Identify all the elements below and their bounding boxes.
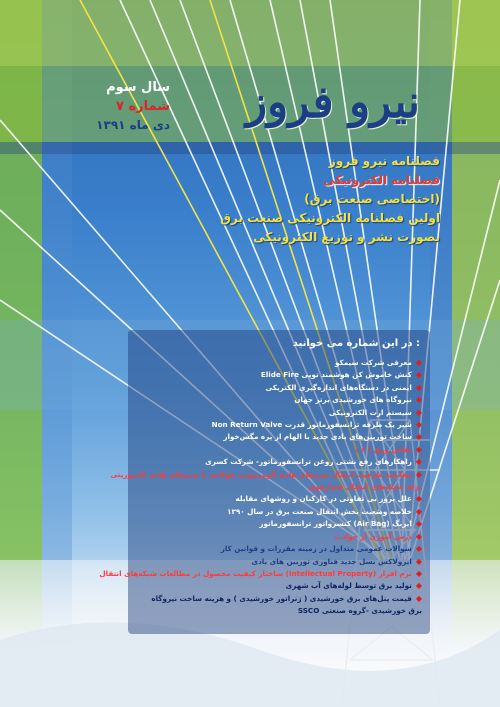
list-item: ◆خلاصه وضعیت بخش انتقال صنعت برق در سال ۱۳۹۰ [227, 506, 422, 516]
bullet-icon: ◆ [415, 407, 422, 417]
bullet-icon: ◆ [415, 593, 422, 603]
list-item: ◆ایرولاکس نسل جدید فناوری توربین های بادی [251, 556, 422, 566]
list-item: ◆مقایسه ظرفیت انتقال سیم‌های هادی آلومینیومی فولادی با سیم‌های هادی کامپوزیتی [110, 469, 422, 479]
bullet-icon: ◆ [415, 457, 422, 467]
issue-number: شماره ۷ [115, 99, 170, 114]
list-item: برق خورشیدی -گروه صنعتی SSCO [297, 606, 422, 616]
list-item: ◆علل بروز بی تفاوتی در کارکنان و روشهای مقابله [235, 494, 422, 504]
subtitle-line: اولین فصلنامه الکترونیکی صنعت برق [220, 211, 440, 225]
bullet-icon: ◆ [415, 519, 422, 529]
list-item: ◆ایمنی در دستگاه‌های اندازه‌گیری الکتریکی [265, 382, 422, 392]
list-item: ◆نقاش ورق ( ۶ ) [355, 444, 422, 454]
bullet-icon: ◆ [415, 506, 422, 516]
bullet-icon: ◆ [415, 469, 422, 479]
magazine-title: نیرو فروز [245, 77, 420, 128]
subtitle-line: (اختصاصی صنعت برق) [304, 192, 440, 206]
bullet-icon: ◆ [415, 382, 422, 392]
subtitle-block [150, 152, 440, 247]
list-item: ◆سیستم ارت الکترونیکی [328, 407, 422, 417]
list-item: ◆نرم افزار (Intellectual Property) ساختار کیفیت محصول در مطالعات شبکه‌های انتقال [99, 568, 422, 578]
bullet-icon: ◆ [415, 531, 422, 541]
table-of-contents [99, 330, 430, 634]
toc-list [99, 357, 422, 618]
issue-info [88, 78, 170, 135]
list-item: ◆قیمت پنل‌های برق خورشیدی ( ژنراتور خورشیدی ) و هزینه ساخت نیروگاه [151, 593, 422, 603]
year-label: سال سوم [106, 80, 170, 95]
list-item: ◆نیروگاه های خورشیدی برتر جهان [294, 395, 422, 405]
subtitle-line: بصورت نشر و توزیع الکترونیکی [253, 230, 440, 244]
list-item: ◆درس آموزی از حوادث [334, 531, 422, 541]
bullet-icon: ◆ [415, 556, 422, 566]
list-item: ◆تولید برق توسط لوله‌های آب شهری [285, 581, 422, 591]
list-item: ◆کنش خاموش کن هوشمند توپی Elide Fire [260, 370, 422, 380]
bullet-icon: ◆ [415, 444, 422, 454]
list-item: ◆ایربگ (Air Bag) کنسرواتور ترانسفورماتور [259, 519, 422, 529]
bullet-icon: ◆ [415, 395, 422, 405]
list-item: ◆راهکارهای رفع نشتی روغن ترانسفورماتور- شرکت کسری [205, 457, 422, 467]
list-item: ◆شیر یک طرفه ترانسفورماتور قدرت Non Return Valve [211, 420, 422, 430]
bullet-icon: ◆ [415, 568, 422, 578]
bullet-icon: ◆ [415, 494, 422, 504]
toc-heading: در این شماره می خوانید : [292, 338, 420, 349]
bullet-icon: ◆ [415, 544, 422, 554]
list-item: ◆معرفی شرکت سیمکو [335, 358, 422, 367]
bullet-icon: ◆ [415, 581, 422, 591]
bullet-icon: ◆ [415, 358, 422, 367]
list-item: ◆ساخت توربین‌های بادی جدید با الهام از پره مگس‌خوار [223, 432, 422, 442]
list-item: برای شبکه‌های انتقال فشارقوی [308, 482, 422, 492]
bullet-icon: ◆ [415, 432, 422, 442]
subtitle-line: فصلنامه الکترونیکی [323, 173, 440, 187]
subtitle-line: فصلنامه نیرو فروز [328, 154, 440, 168]
list-item: ◆سوالات عمومی متداول در زمینه مقررات و قوانین کار [220, 544, 422, 554]
bullet-icon: ◆ [415, 420, 422, 430]
issue-date: دی ماه ۱۳۹۱ [96, 118, 170, 132]
bullet-icon: ◆ [415, 370, 422, 380]
